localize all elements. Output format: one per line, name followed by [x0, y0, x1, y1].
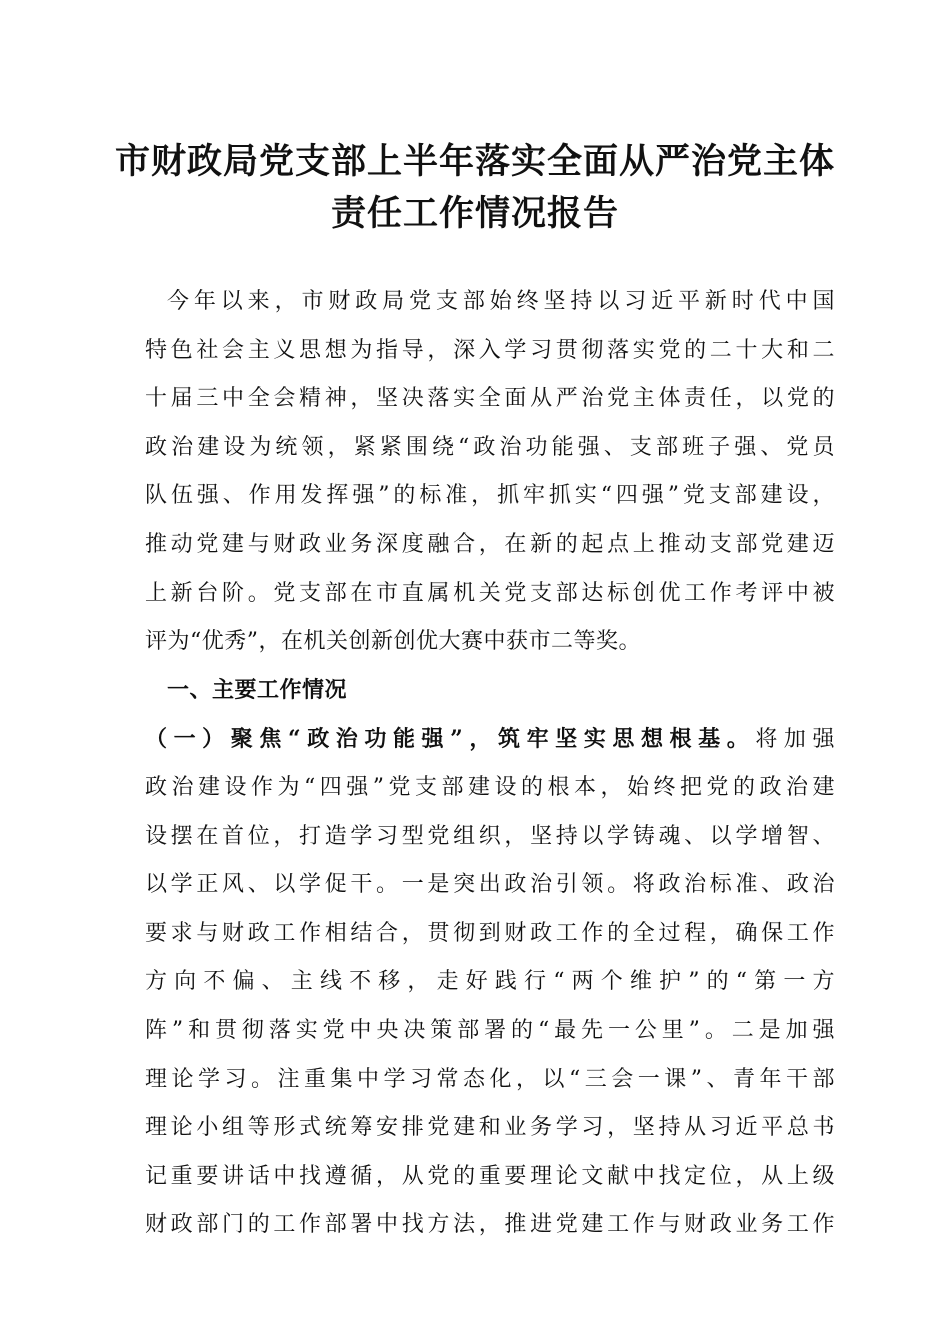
intro-line: 推动党建与财政业务深度融合，在新的起点上推动支部党建迈	[145, 531, 835, 557]
body-line: 设摆在首位，打造学习型党组织，坚持以学铸魂、以学增智、	[145, 823, 835, 849]
subsection-text: 将加强	[755, 727, 835, 753]
document-title	[100, 136, 850, 240]
intro-line: 特色社会主义思想为指导，深入学习贯彻落实党的二十大和二	[145, 337, 835, 363]
intro-line: 今年以来，市财政局党支部始终坚持以习近平新时代中国	[167, 289, 835, 314]
body-line: 理论学习。注重集中学习常态化，以“三会一课”、青年干部	[145, 1066, 835, 1092]
document-body	[145, 278, 835, 1250]
intro-line: 上新台阶。党支部在市直属机关党支部达标创优工作考评中被	[145, 580, 835, 606]
intro-line: 十届三中全会精神，坚决落实全面从严治党主体责任，以党的	[145, 386, 835, 412]
subsection-first-line	[145, 715, 835, 764]
intro-line: 政治建设为统领，紧紧围绕“政治功能强、支部班子强、党员	[145, 434, 835, 460]
body-line: 理论小组等形式统筹安排党建和业务学习，坚持从习近平总书	[145, 1115, 835, 1141]
title-line: 市财政局党支部上半年落实全面从严治党主体	[114, 141, 835, 182]
subsection-heading: （一）聚焦“政治功能强”，筑牢坚实思想根基。	[145, 726, 756, 753]
section-heading: 一、主要工作情况	[167, 677, 348, 703]
body-line: 阵”和贯彻落实党中央决策部署的“最先一公里”。二是加强	[145, 1017, 835, 1043]
title-line: 责任工作情况报告	[330, 193, 619, 234]
body-line: 财政部门的工作部署中找方法，推进党建工作与财政业务工作	[145, 1212, 835, 1238]
body-line: 要求与财政工作相结合，贯彻到财政工作的全过程，确保工作	[145, 920, 835, 946]
body-line: 记重要讲话中找遵循，从党的重要理论文献中找定位，从上级	[145, 1163, 835, 1189]
intro-line: 评为“优秀”，在机关创新创优大赛中获市二等奖。	[145, 629, 641, 655]
intro-line: 队伍强、作用发挥强”的标准，抓牢抓实“四强”党支部建设，	[145, 483, 835, 509]
body-line: 政治建设作为“四强”党支部建设的根本，始终把党的政治建	[145, 774, 835, 800]
body-line: 方向不偏、主线不移，走好践行“两个维护”的“第一方	[145, 969, 835, 995]
body-line: 以学正风、以学促干。一是突出政治引领。将政治标准、政治	[145, 872, 835, 898]
